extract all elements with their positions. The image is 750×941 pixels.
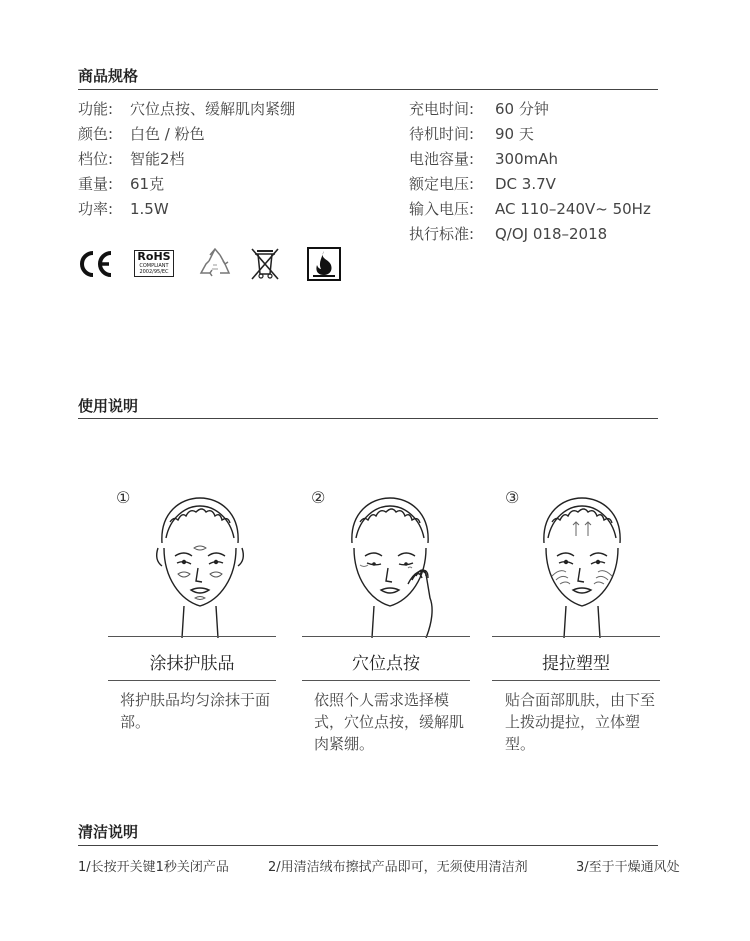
spec-label: 充电时间: [409, 100, 475, 118]
face-massage-illustration-icon [330, 488, 450, 638]
spec-label: 功率: [78, 200, 114, 218]
step-title: 涂抹护肤品 [149, 654, 235, 674]
spec-row [409, 197, 651, 222]
spec-value: 61克 [130, 175, 165, 193]
spec-row [409, 97, 651, 122]
spec-label: 额定电压: [409, 175, 475, 193]
spec-value: 穴位点按、缓解肌肉紧绷 [130, 100, 296, 118]
spec-value: Q/OJ 018–2018 [495, 225, 608, 243]
usage-divider [78, 418, 658, 419]
cleaning-step: 1/长按开关键1秒关闭产品 [78, 860, 229, 875]
step-divider-top [302, 636, 470, 637]
cleaning-step: 3/至于干燥通风处 [576, 860, 680, 875]
weee-bin-icon [250, 247, 280, 281]
step-number: ② [311, 488, 326, 507]
spec-value: DC 3.7V [495, 175, 556, 193]
cleaning-divider [78, 845, 658, 846]
spec-label: 重量: [78, 175, 114, 193]
step-number: ① [116, 488, 131, 507]
cleaning-step: 2/用清洁绒布擦拭产品即可，无须使用清洁剂 [268, 860, 528, 875]
spec-row [409, 172, 651, 197]
spec-row [409, 122, 651, 147]
cleaning-title: 清洁说明 [78, 823, 139, 841]
specs-title: 商品规格 [78, 67, 139, 85]
spec-row [78, 147, 295, 172]
spec-row [78, 97, 295, 122]
rohs-icon: RoHS COMPLIANT 2002/95/EC [134, 250, 174, 277]
spec-value: 1.5W [130, 200, 169, 218]
spec-label: 档位: [78, 150, 114, 168]
specs-right-list [409, 97, 651, 247]
step-description: 将护肤品均匀涂抹于面部。 [120, 691, 271, 731]
spec-value: 60 分钟 [495, 100, 549, 118]
spec-value: 白色 / 粉色 [130, 125, 205, 143]
face-lifting-illustration-icon [522, 488, 642, 638]
step-divider-bottom [302, 680, 470, 681]
step-title: 穴位点按 [352, 654, 420, 674]
spec-label: 功能: [78, 100, 114, 118]
spec-value: 90 天 [495, 125, 534, 143]
spec-row [409, 147, 651, 172]
spec-row [78, 172, 295, 197]
flammable-icon [307, 247, 341, 281]
spec-value: AC 110–240V~ 50Hz [495, 200, 651, 218]
recycle-icon [198, 247, 232, 281]
step-description: 贴合面部肌肤，由下至上拨动提拉，立体塑型。 [505, 691, 656, 753]
spec-row [409, 222, 651, 247]
spec-label: 电池容量: [409, 150, 475, 168]
specs-divider [78, 89, 658, 90]
spec-label: 执行标准: [409, 225, 475, 243]
spec-value: 300mAh [495, 150, 559, 168]
spec-value: 智能2档 [130, 150, 185, 168]
spec-label: 待机时间: [409, 125, 475, 143]
step-divider-top [492, 636, 660, 637]
spec-label: 输入电压: [409, 200, 475, 218]
spec-row [78, 197, 295, 222]
spec-row [78, 122, 295, 147]
ce-mark-icon [78, 247, 114, 281]
step-description: 依照个人需求选择模式，穴位点按，缓解肌肉紧绷。 [314, 691, 465, 753]
step-number: ③ [505, 488, 520, 507]
usage-title: 使用说明 [78, 397, 139, 415]
step-divider-top [108, 636, 276, 637]
step-title: 提拉塑型 [542, 654, 610, 674]
spec-label: 颜色: [78, 125, 114, 143]
step-divider-bottom [108, 680, 276, 681]
step-divider-bottom [492, 680, 660, 681]
specs-left-list [78, 97, 295, 222]
face-illustration-icon [140, 488, 260, 638]
